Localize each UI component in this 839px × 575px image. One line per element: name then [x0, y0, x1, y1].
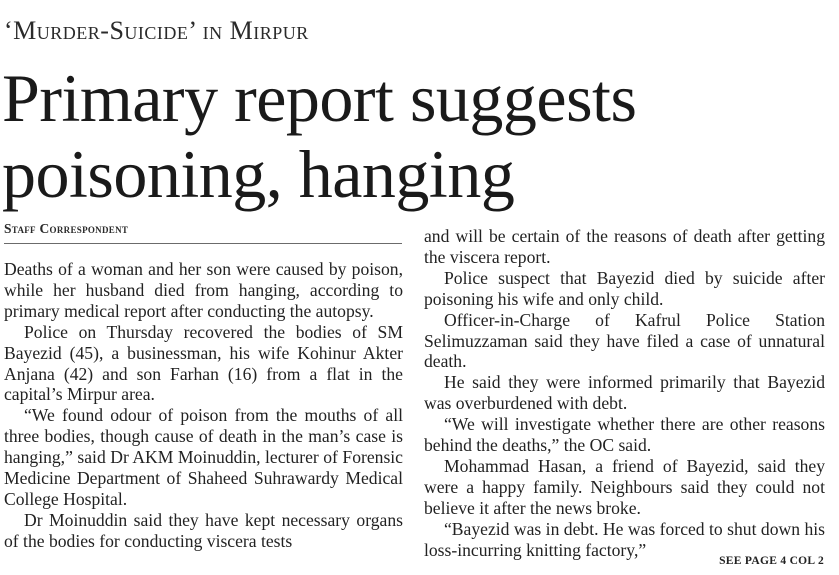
- article-column-left: [4, 259, 403, 552]
- paragraph: Mohammad Hasan, a friend of Bayezid, said they were a happy family. Neighbours said they could not believe it after the news broke.: [424, 455, 825, 518]
- kicker: ‘Murder-Suicide’ in Mirpur: [4, 16, 309, 45]
- headline-line-1: Primary report suggests: [2, 60, 637, 136]
- paragraph: “Bayezid was in debt. He was forced to shut down his loss-incurring knitting factory,”: [424, 518, 825, 560]
- headline-line-2: poisoning, hanging: [2, 136, 515, 212]
- headline: [2, 60, 837, 212]
- byline: Staff Correspondent: [4, 221, 129, 236]
- paragraph: Deaths of a woman and her son were caused by poison, while her husband died from hanging, according to primary medical report after conducting the autopsy.: [4, 259, 403, 321]
- byline-rule: [4, 243, 402, 244]
- paragraph: “We found odour of poison from the mouths of all three bodies, though cause of death in the man’s case is hanging,” said Dr AKM Moinuddin, lecturer of Forensic Medicine Department of Shaheed Suhrawardy Medical College Hospital.: [4, 405, 403, 509]
- paragraph: Officer-in-Charge of Kafrul Police Station Selimuzzaman said they have filed a case of unnatural death.: [424, 309, 825, 372]
- paragraph: Dr Moinuddin said they have kept necessary organs of the bodies for conducting viscera tests: [4, 509, 403, 551]
- paragraph: He said they were informed primarily that Bayezid was overburdened with debt.: [424, 372, 825, 414]
- paragraph: “We will investigate whether there are other reasons behind the deaths,” the OC said.: [424, 414, 825, 456]
- paragraph: Police on Thursday recovered the bodies of SM Bayezid (45), a businessman, his wife Kohinur Akter Anjana (42) and son Farhan (16) from a flat in the capital’s Mirpur area.: [4, 321, 403, 405]
- paragraph: and will be certain of the reasons of death after getting the viscera report.: [424, 226, 825, 267]
- paragraph: Police suspect that Bayezid died by suicide after poisoning his wife and only child.: [424, 267, 825, 309]
- continuation-jump-line: SEE PAGE 4 COL 2: [719, 555, 824, 567]
- article-column-right: [424, 226, 825, 561]
